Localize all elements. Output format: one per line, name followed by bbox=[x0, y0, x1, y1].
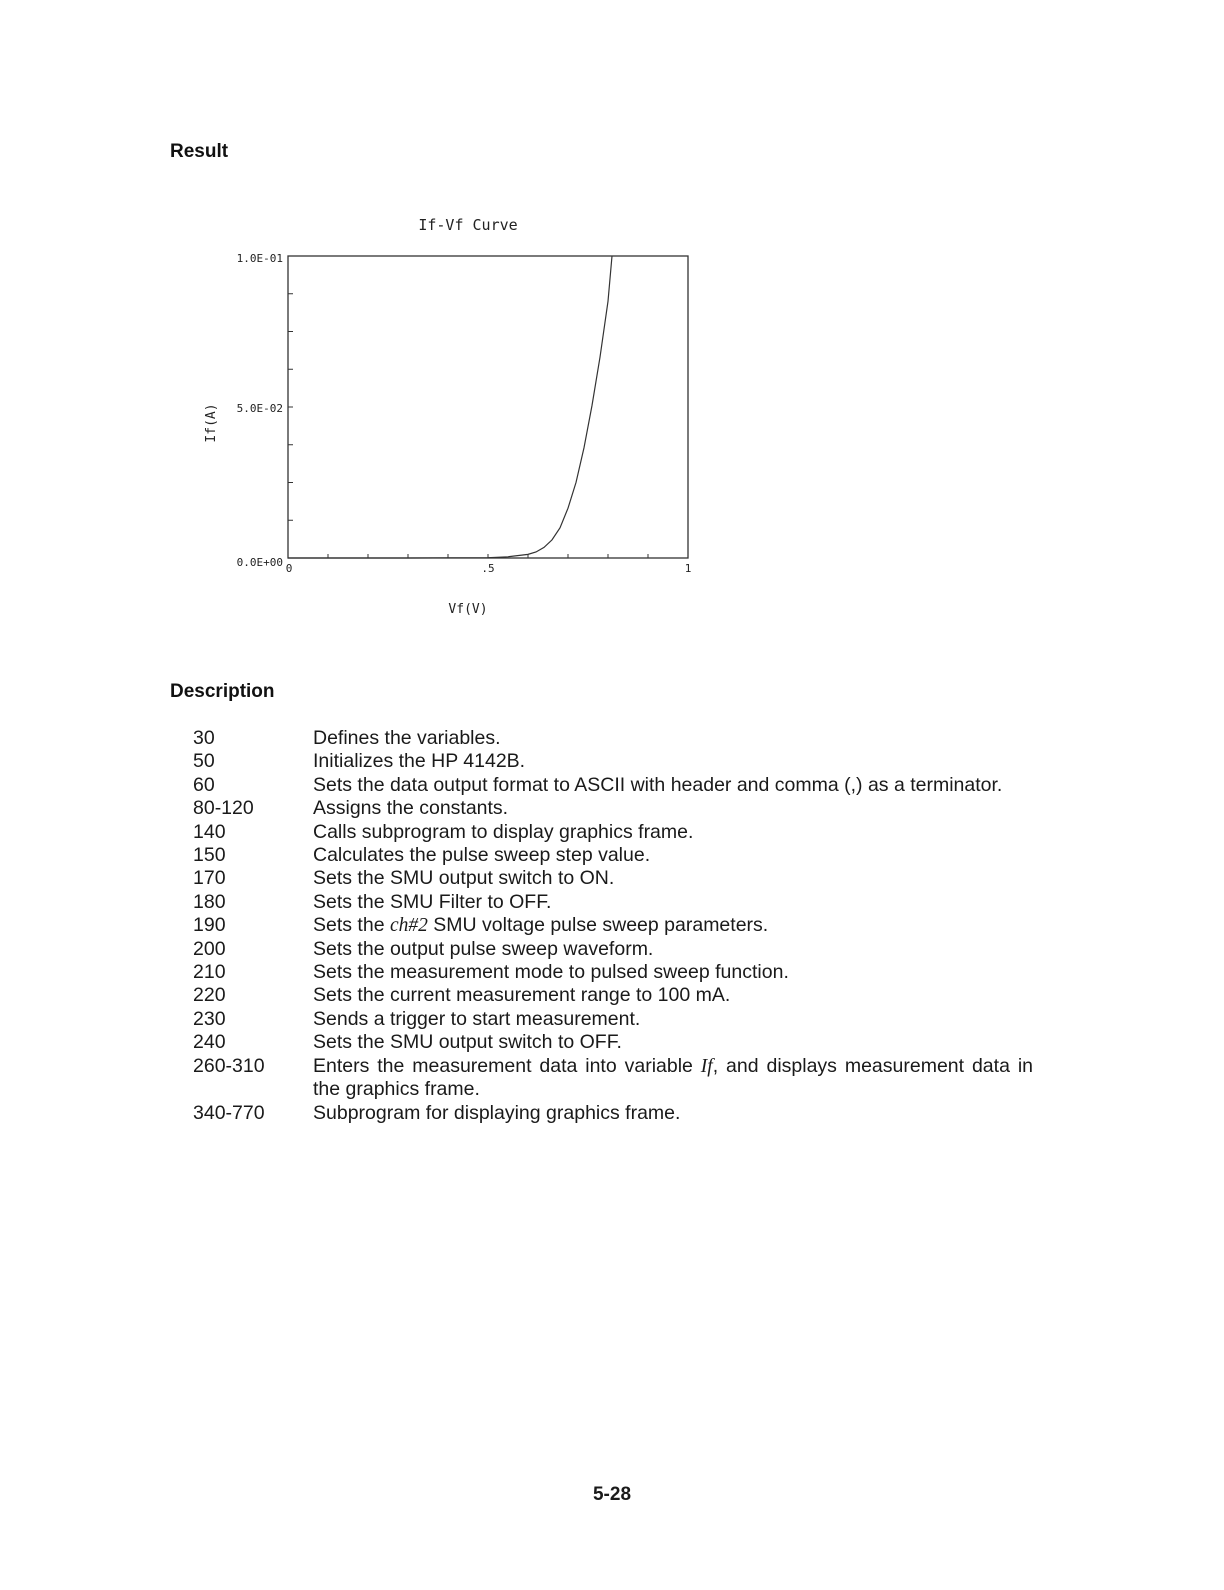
line-description: Sets the current measurement range to 100 mA. bbox=[313, 984, 731, 1007]
italic-variable: ch#2 bbox=[389, 915, 428, 937]
program-line-number: 180 bbox=[193, 890, 226, 913]
y-tick-label-1: 5.0E-02 bbox=[236, 402, 283, 415]
y-axis-ticks bbox=[288, 294, 293, 521]
program-line-number: 210 bbox=[193, 961, 226, 984]
page-number: 5-28 bbox=[592, 1484, 632, 1505]
line-description: Sets the SMU output switch to OFF. bbox=[313, 1031, 622, 1054]
description-item bbox=[193, 961, 1033, 984]
italic-variable: If bbox=[700, 1055, 713, 1077]
description-list bbox=[193, 727, 1033, 1125]
program-line-number: 190 bbox=[193, 914, 226, 937]
description-text-after: , and displays measurement data in the graphics frame. bbox=[313, 1054, 1033, 1101]
line-description: Initializes the HP 4142B. bbox=[313, 750, 526, 773]
program-line-number: 170 bbox=[193, 867, 226, 890]
program-line-number: 230 bbox=[193, 1007, 226, 1030]
x-tick-label-0: 0 bbox=[285, 562, 293, 575]
plot-frame bbox=[288, 256, 688, 558]
y-axis-label: If(A) bbox=[204, 403, 219, 443]
description-item bbox=[193, 774, 1033, 797]
description-text-before: Enters the measurement data into variable bbox=[313, 1054, 701, 1077]
description-item bbox=[193, 750, 1033, 773]
description-heading: Description bbox=[170, 681, 275, 702]
description-item bbox=[193, 867, 1033, 890]
x-axis-label: Vf(V) bbox=[448, 602, 488, 617]
x-axis-tick-labels bbox=[286, 562, 692, 575]
line-description: Sets the SMU Filter to OFF. bbox=[313, 890, 552, 913]
y-tick-label-2: 1.0E-01 bbox=[236, 252, 283, 265]
program-line-number: 260-310 bbox=[193, 1054, 265, 1077]
description-item bbox=[193, 1055, 1033, 1102]
line-description: Sends a trigger to start measurement. bbox=[313, 1007, 641, 1030]
program-line-number: 150 bbox=[193, 844, 226, 867]
description-item bbox=[193, 727, 1033, 750]
description-item bbox=[193, 914, 1033, 937]
program-line-number: 220 bbox=[193, 984, 226, 1007]
line-description: Calls subprogram to display graphics frame. bbox=[313, 820, 694, 843]
program-line-number: 340-770 bbox=[193, 1101, 265, 1124]
description-item bbox=[193, 891, 1033, 914]
description-item bbox=[193, 797, 1033, 820]
program-line-number: 80-120 bbox=[193, 797, 254, 820]
y-tick-label-0: 0.0E+00 bbox=[236, 556, 283, 569]
line-description bbox=[313, 914, 1033, 937]
program-line-number: 200 bbox=[193, 937, 226, 960]
if-vf-chart bbox=[0, 0, 1224, 640]
line-description: Defines the variables. bbox=[313, 727, 501, 749]
program-line-number: 30 bbox=[193, 727, 215, 749]
chart-title: If-Vf Curve bbox=[418, 216, 518, 234]
description-item bbox=[193, 844, 1033, 867]
description-text-after: SMU voltage pulse sweep parameters. bbox=[427, 914, 769, 937]
line-description: Sets the data output format to ASCII with header and comma (,) as a terminator. bbox=[313, 773, 1003, 796]
program-line-number: 60 bbox=[193, 773, 215, 796]
program-line-number: 140 bbox=[193, 820, 226, 843]
line-description bbox=[313, 1055, 1033, 1102]
line-description: Sets the SMU output switch to ON. bbox=[313, 867, 615, 890]
program-line-number: 240 bbox=[193, 1031, 226, 1054]
description-item bbox=[193, 938, 1033, 961]
y-axis-tick-labels bbox=[237, 252, 283, 569]
result-heading: Result bbox=[170, 141, 229, 162]
program-line-number: 50 bbox=[193, 750, 215, 773]
line-description: Assigns the constants. bbox=[313, 797, 509, 820]
description-item bbox=[193, 821, 1033, 844]
data-series-line bbox=[288, 256, 612, 558]
line-description: Sets the measurement mode to pulsed sweep function. bbox=[313, 961, 789, 984]
x-tick-label-1: .5 bbox=[481, 562, 495, 575]
line-description: Subprogram for displaying graphics frame. bbox=[313, 1101, 681, 1124]
x-tick-label-2: 1 bbox=[684, 562, 692, 575]
description-text-before: Sets the bbox=[313, 914, 390, 937]
description-item bbox=[193, 1008, 1033, 1031]
line-description: Sets the output pulse sweep waveform. bbox=[313, 937, 654, 960]
description-item bbox=[193, 1031, 1033, 1054]
description-item bbox=[193, 1102, 1033, 1125]
line-description: Calculates the pulse sweep step value. bbox=[313, 844, 651, 867]
description-item bbox=[193, 984, 1033, 1007]
